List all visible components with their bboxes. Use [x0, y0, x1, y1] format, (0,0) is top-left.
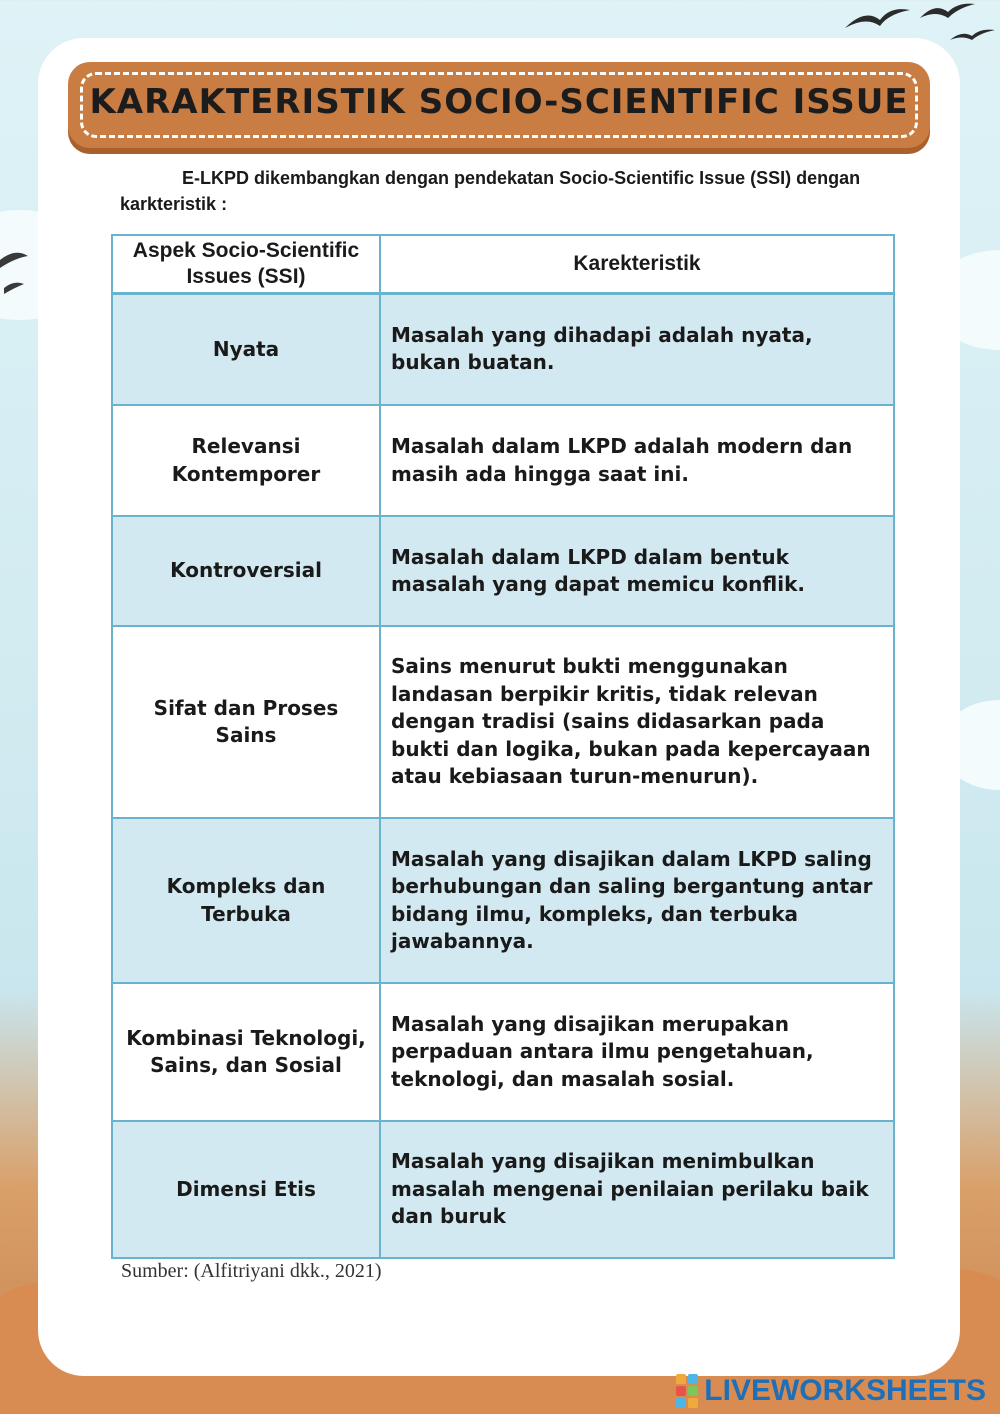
aspect-cell: Kontroversial: [112, 516, 380, 626]
description-cell: Masalah yang dihadapi adalah nyata, bukan buatan.: [380, 293, 894, 405]
description-cell: Masalah dalam LKPD adalah modern dan masih ada hingga saat ini.: [380, 405, 894, 516]
table-row: [112, 1121, 894, 1258]
aspect-cell: Dimensi Etis: [112, 1121, 380, 1258]
ssi-characteristics-table: [111, 234, 895, 1259]
description-cell: Masalah yang disajikan merupakan perpaduan antara ilmu pengetahuan, teknologi, dan masalah sosial.: [380, 983, 894, 1121]
table-row: [112, 983, 894, 1121]
aspect-cell: Sifat dan Proses Sains: [112, 626, 380, 818]
aspect-cell: Kombinasi Teknologi, Sains, dan Sosial: [112, 983, 380, 1121]
table-row: [112, 516, 894, 626]
table-row: [112, 626, 894, 818]
birds-icon: [0, 240, 40, 310]
table-row: [112, 818, 894, 983]
description-cell: Masalah dalam LKPD dalam bentuk masalah yang dapat memicu konflik.: [380, 516, 894, 626]
table-header-row: [112, 235, 894, 293]
brand-name: LIVEWORKSHEETS: [704, 1374, 986, 1407]
intro-paragraph: E-LKPD dikembangkan dengan pendekatan Socio-Scientific Issue (SSI) dengan karkteristik :: [120, 168, 861, 214]
description-cell: Masalah yang disajikan dalam LKPD saling berhubungan dan saling bergantung antar bidang ilmu, kompleks, dan terbuka jawabannya.: [380, 818, 894, 983]
header-aspect: Aspek Socio-Scientific Issues (SSI): [112, 235, 380, 293]
description-cell: Masalah yang disajikan menimbulkan masalah mengenai penilaian perilaku baik dan buruk: [380, 1121, 894, 1258]
source-citation: Sumber: (Alfitriyani dkk., 2021): [121, 1260, 382, 1282]
liveworksheets-logo-icon: [676, 1374, 698, 1408]
table-row: [112, 293, 894, 405]
aspect-cell: Nyata: [112, 293, 380, 405]
description-cell: Sains menurut bukti menggunakan landasan berpikir kritis, tidak relevan dengan tradisi (sains didasarkan pada bukti dan logika, bukan pada kepercayaan atau kebiasaan turun-menurun).: [380, 626, 894, 818]
header-characteristic: Karekteristik: [380, 235, 894, 293]
aspect-cell: Kompleks dan Terbuka: [112, 818, 380, 983]
table-row: [112, 405, 894, 516]
aspect-cell: Relevansi Kontemporer: [112, 405, 380, 516]
liveworksheets-brand[interactable]: [676, 1374, 986, 1408]
title-banner: [68, 62, 930, 148]
page-title: KARAKTERISTIK SOCIO-SCIENTIFIC ISSUE: [89, 82, 909, 122]
